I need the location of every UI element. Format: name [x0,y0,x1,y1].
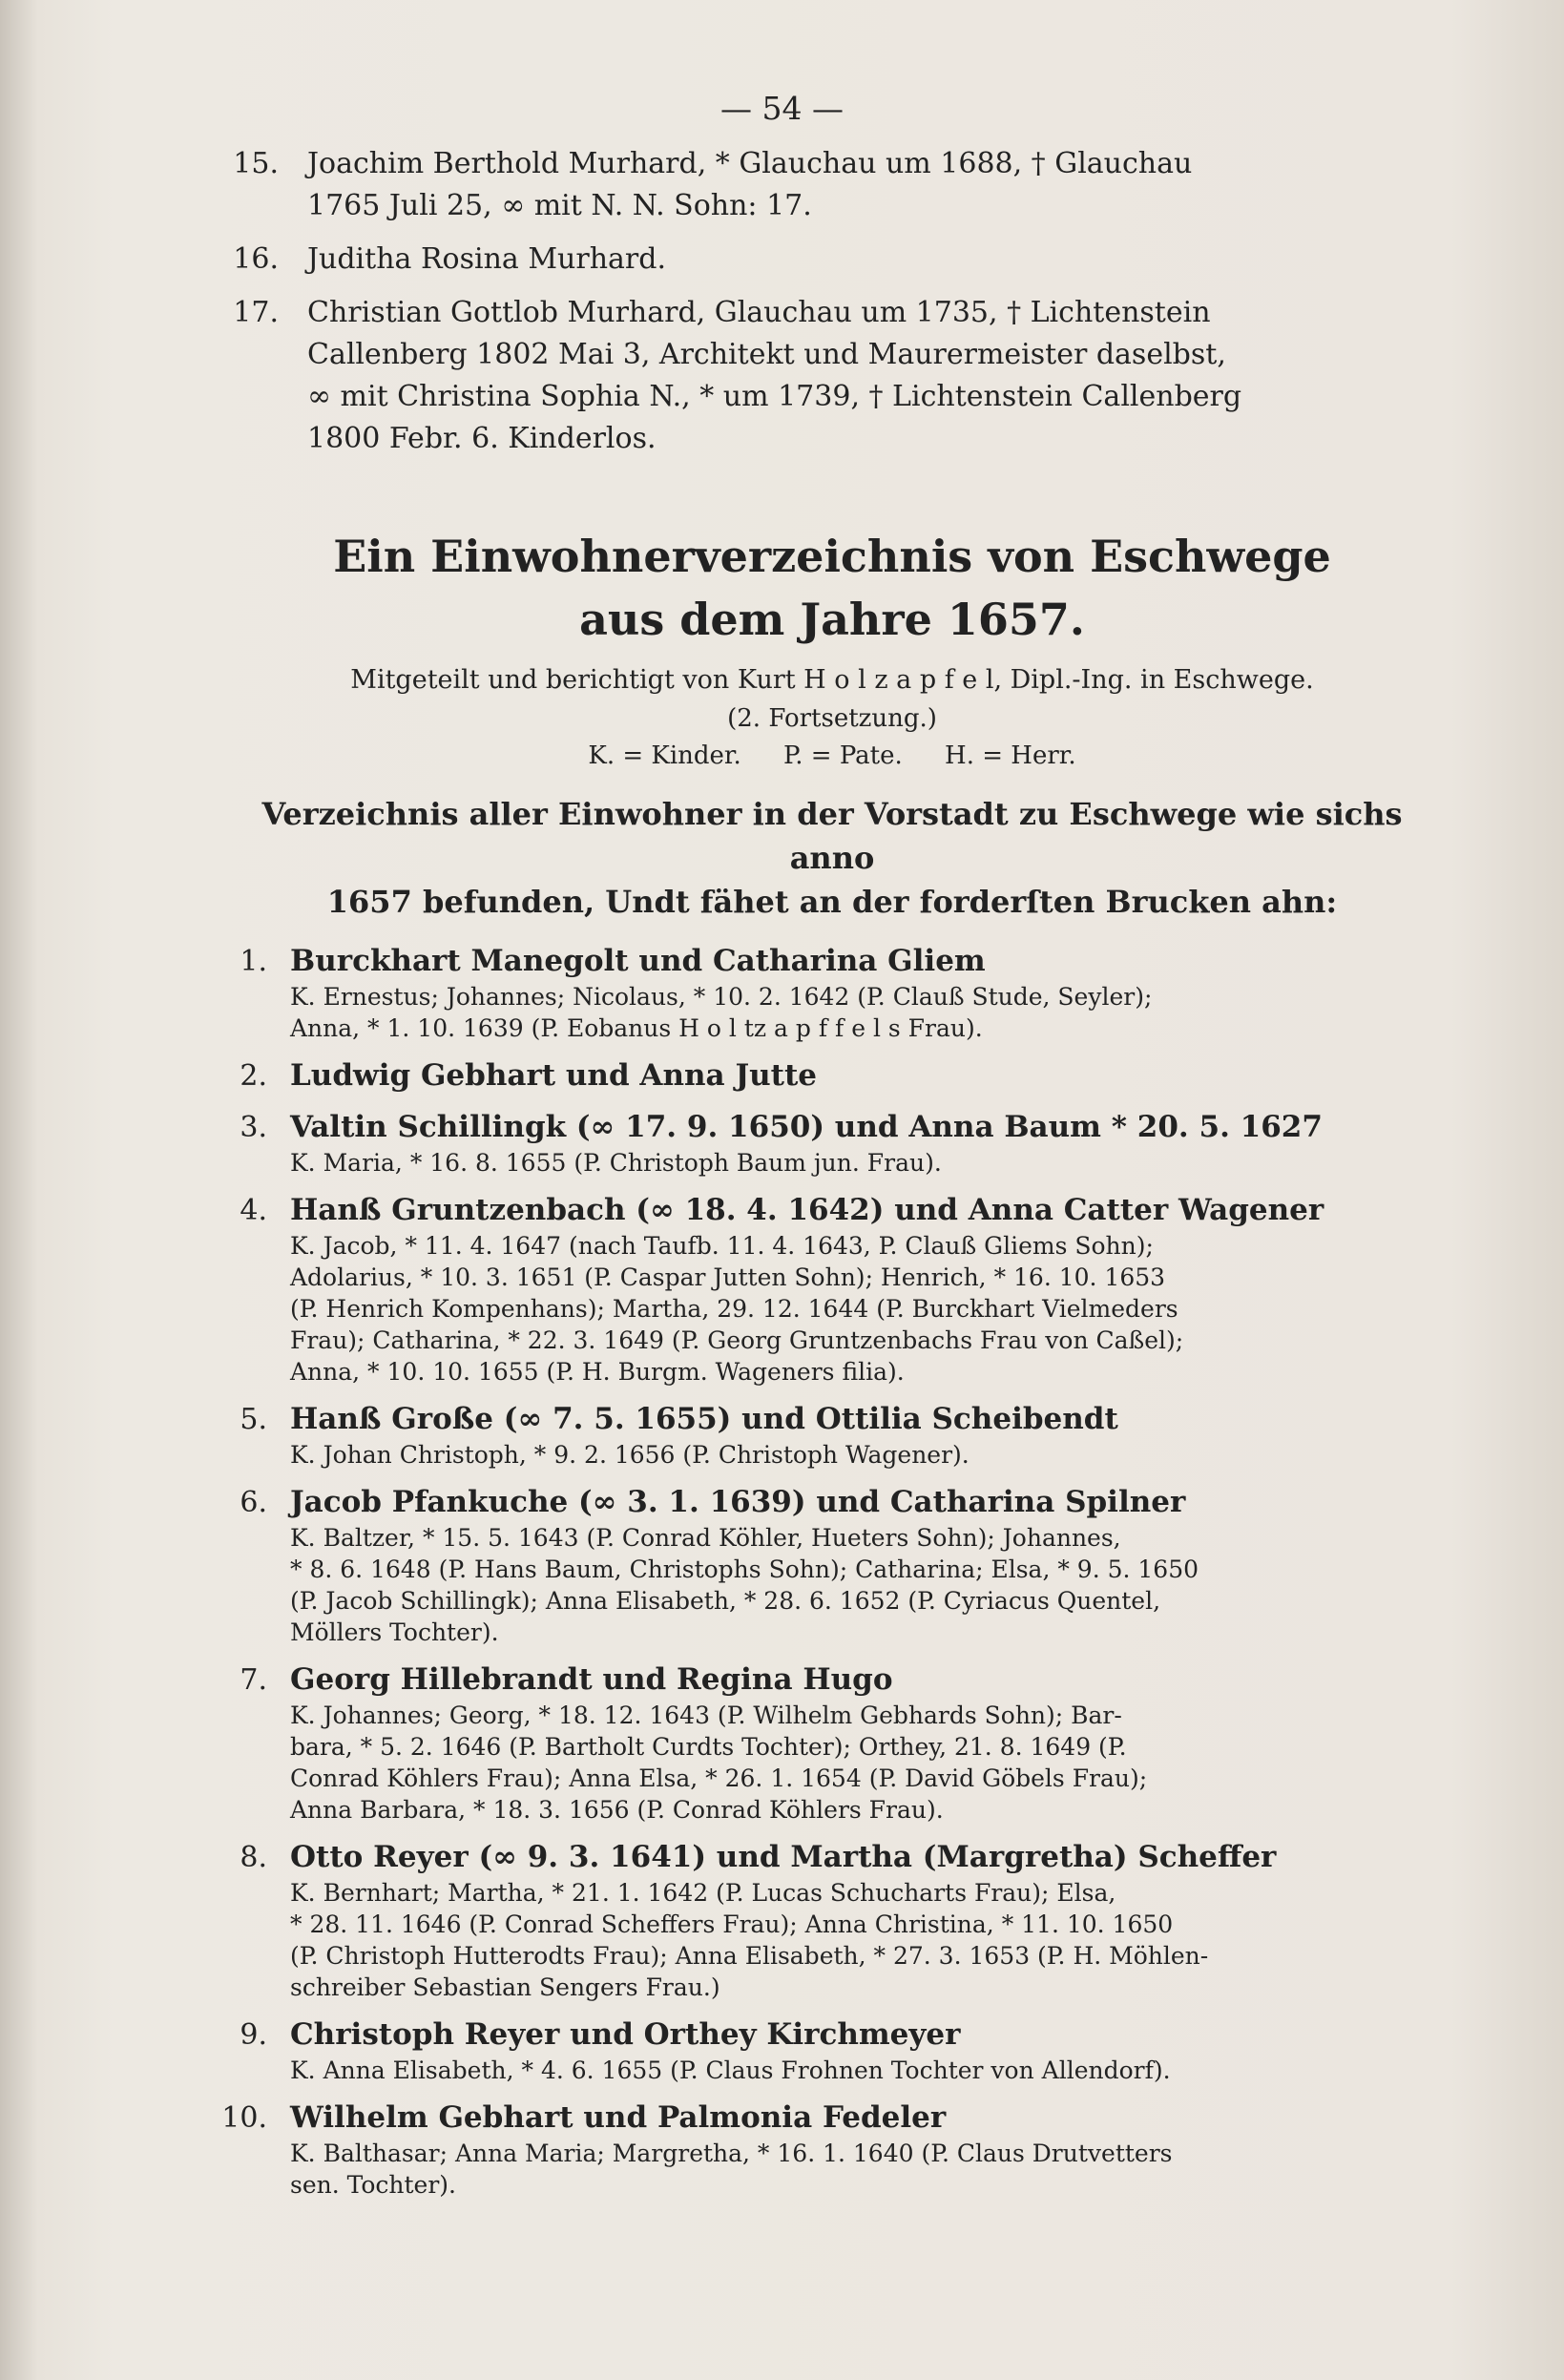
resident-entry [221,1482,1443,1648]
entry-text: Christian Gottlob Murhard, Glauchau um 1735, † Lichtenstein Callenberg 1802 Mai 3, Architekt und Maurermeister daselbst, ∞ mit Christina Sophia N., * um 1739, † Lichtenstein Callenberg 1800 Febr. 6. Kinderlos. [307,296,1242,455]
article-title [221,525,1443,651]
resident-number: 5. [240,1403,267,1436]
resident-entry [221,2098,1443,2201]
resident-children: K. Baltzer, * 15. 5. 1643 (P. Conrad Köhler, Hueters Sohn); Johannes, * 8. 6. 1648 (P. Hans Baum, Christophs Sohn); Catharina; Elsa, * 9. 5. 1650 (P. Jacob Schillingk); Anna Elisabeth, * 28. 6. 1652 (P. Cyriacus Quentel, Möllers Tochter). [290,1524,1199,1646]
register-heading-line-2: 1657 befunden, Undt fähet an der forderſten Brucken ahn: [326,884,1338,920]
resident-names: Jacob Pfankuche (∞ 3. 1. 1639) und Catharina Spilner [290,1485,1186,1519]
resident-number: 4. [240,1194,267,1227]
resident-names: Georg Hillebrandt und Regina Hugo [290,1662,893,1697]
resident-names: Hanß Gruntzenbach (∞ 18. 4. 1642) und Anna Catter Wagener [290,1193,1324,1227]
resident-children: K. Maria, * 16. 8. 1655 (P. Christoph Baum jun. Frau). [290,1149,942,1177]
resident-number: 1. [240,945,267,978]
entry-number: 17. [233,296,279,329]
resident-number: 9. [240,2018,267,2052]
article-title-line-2: aus dem Jahre 1657. [579,594,1085,645]
resident-entry [221,1399,1443,1471]
article-title-line-1: Ein Einwohnerverzeichnis von Eschwege [333,531,1331,582]
resident-number: 8. [240,1841,267,1874]
abbreviation-pate: P. = Pate. [783,741,903,770]
resident-children: K. Bernhart; Martha, * 21. 1. 1642 (P. Lucas Schucharts Frau); Elsa, * 28. 11. 1646 (P. Conrad Scheffers Frau); Anna Christina, * 11. 10. 1650 (P. Christoph Hutterodts Frau); Anna Elisabeth, * 27. 3. 1653 (P. H. Möhlen- schreiber Sebastian Sengers Frau.) [290,1879,1209,2001]
resident-entry [221,1190,1443,1388]
page-content [221,143,1443,2212]
resident-children: K. Jacob, * 11. 4. 1647 (nach Taufb. 11. 4. 1643, P. Clauß Gliems Sohn); Adolarius, * 10. 3. 1651 (P. Caspar Jutten Sohn); Henrich, * 16. 10. 1653 (P. Henrich Kompenhans); Martha, 29. 12. 1644 (P. Burckhart Vielmeders Frau); Catharina, * 22. 3. 1649 (P. Georg Gruntzenbachs Frau von Caßel); Anna, * 10. 10. 1655 (P. H. Burgm. Wageners filia). [290,1232,1184,1386]
resident-number: 2. [240,1059,267,1093]
article-byline: Mitgeteilt und berichtigt von Kurt H o l z a p f e l, Dipl.-Ing. in Eschwege. [350,665,1314,695]
genealogy-entry-15 [221,143,1443,227]
register-heading-line-1: Verzeichnis aller Einwohner in der Vorstadt zu Eschwege wie sichs anno [261,796,1403,876]
register-heading [221,792,1443,924]
resident-number: 10. [221,2101,267,2135]
page-number: — 54 — [720,90,844,127]
resident-number: 3. [240,1111,267,1144]
entry-text: Joachim Berthold Murhard, * Glauchau um 1688, † Glauchau 1765 Juli 25, ∞ mit N. N. Sohn: 17. [307,147,1193,222]
resident-children: K. Ernestus; Johannes; Nicolaus, * 10. 2. 1642 (P. Clauß Stude, Seyler); Anna, * 1. 10. 1639 (P. Eobanus H o l tz a p f f e l s Frau). [290,983,1153,1042]
resident-children: K. Balthasar; Anna Maria; Margretha, * 16. 1. 1640 (P. Claus Drutvetters sen. Tochter). [290,2140,1173,2199]
resident-names: Burckhart Manegolt und Catharina Gliem [290,944,986,978]
entry-text: Juditha Rosina Murhard. [307,242,666,276]
entry-number: 16. [233,242,279,276]
resident-entry [221,1055,1443,1096]
resident-children: K. Johan Christoph, * 9. 2. 1656 (P. Christoph Wagener). [290,1441,970,1469]
abbreviation-herr: H. = Herr. [945,741,1076,770]
resident-entry [221,941,1443,1044]
resident-entry [221,1837,1443,2003]
genealogy-entry-17 [221,292,1443,460]
resident-entry [221,2015,1443,2086]
resident-names: Wilhelm Gebhart und Palmonia Fedeler [290,2100,947,2135]
resident-children: K. Johannes; Georg, * 18. 12. 1643 (P. Wilhelm Gebhards Sohn); Bar- bara, * 5. 2. 1646 (P. Bartholt Curdts Tochter); Orthey, 21. 8. 1649 (P. Conrad Köhlers Frau); Anna Elsa, * 26. 1. 1654 (P. David Göbels Frau); Anna Barbara, * 18. 3. 1656 (P. Conrad Köhlers Frau). [290,1701,1148,1824]
resident-number: 6. [240,1486,267,1519]
resident-names: Otto Reyer (∞ 9. 3. 1641) und Martha (Margretha) Scheffer [290,1840,1277,1874]
resident-names: Christoph Reyer und Orthey Kirchmeyer [290,2017,961,2052]
resident-names: Ludwig Gebhart und Anna Jutte [290,1058,818,1093]
abbreviation-legend [221,737,1443,775]
abbreviation-kinder: K. = Kinder. [588,741,741,770]
resident-number: 7. [240,1663,267,1697]
genealogy-entry-16 [221,239,1443,281]
entry-number: 15. [233,147,279,180]
resident-names: Hanß Große (∞ 7. 5. 1655) und Ottilia Scheibendt [290,1402,1118,1436]
resident-entry [221,1660,1443,1826]
resident-names: Valtin Schillingk (∞ 17. 9. 1650) und Anna Baum * 20. 5. 1627 [290,1110,1323,1144]
resident-children: K. Anna Elisabeth, * 4. 6. 1655 (P. Claus Frohnen Tochter von Allendorf). [290,2056,1171,2084]
continuation-note: (2. Fortsetzung.) [727,704,937,733]
resident-entry [221,1107,1443,1179]
